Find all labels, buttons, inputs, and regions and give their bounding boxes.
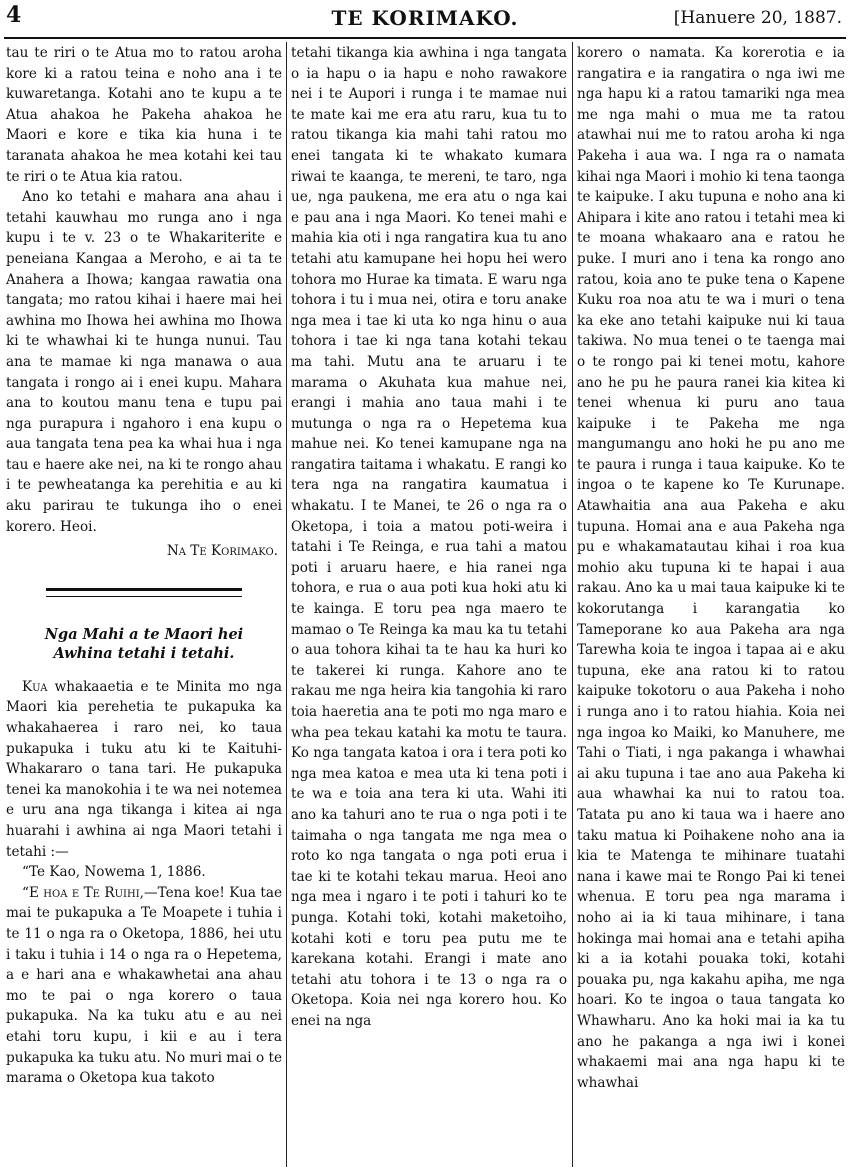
paragraph: korero o namata. Ka korerotia e ia rangatira e ia rangatira o nga iwi me nga hapu ki a ratou tamariki nga mea me nga mahi o mua me ta ratou atawhai nui me to ratou aroha ki nga Pakeha i aua wa. I nga ra o namata kihai nga Maori i mohio ki tena taonga te kaipuke. I aku tupuna e noho ana ki Ahipara i kite ano ratou i tetahi mea ki te moana whakaaro ana e ratou he puke. I muri ano i tena ka rongo ano ratou, koia ano te puke tena o Kapene Kuku roa noa atu te wa i muri o tena ka eke ano tetahi kaipuke nui ki taua takiwa. No mua tenei o te taenga mai o te rongo pai ki tenei motu, kahore ano he pu he paura ranei kia kitea ki tenei whenua ki puru ano taua kaipuke i te Pakeha me nga mangumangu ano hoki he pu ano me te paura i runga i taua kaipuke. Ko te ingoa o te kapene ko Te Kurunape. Atawhaitia ana aua Pakeha e aku tupuna. Homai ana e aua Pakeha nga pu e whakamatautau kihai i roa kua mohio aku tupuna ki te hapai i aua rakau. Ano ka u mai taua kaipuke ki te kokorutanga i karangatia ko Tameporane ko aua Pakeha ara nga Tarewha koia te ingoa i tapaa ai e aku tupuna, eke ana ratou ki to ratou kaipuke tokotoru o aua Pakeha i noho i runga ano i to ratou hiahia. Koia nei nga ingoa ko Maiki, ko Manuhere, me Tahi o Tiati, i nga pakanga i whawhai ai aku tupuna i tae ano aua Pakeha ki aua whawhai ka nui to ratou toa. Tatata pu ano ki taua wa i haere ano taku matua ki Poihakene noho ana ia kia te Matenga te mihinare tuatahi nana i kawe mai te Rongo Pai ki tenei whenua. E toru pea nga marama i noho ai ia ki taua mihinare, i tana hokinga mai homai ana e tetahi apiha ki a ia kotahi pouaka toki, kotahi pouaka pu, nga kakahu apiha, me nga hoari. Ko te ingoa o taua tangata ko Whawharu. Ano ka hoki mai ia ka tu ano he pakanga a nga iwi i konei whakaemi mai ana nga hapu ki te whawhai <box>577 45 845 1091</box>
heading-line: Awhina tetahi i tetahi. <box>53 644 235 662</box>
paragraph: Ano ko tetahi e mahara ana ahau i tetahi kauwhau mo runga ano i nga kupu i te v. 23 o te Whakariterite e peneiana Kangaa a Meroho, e ai ta te Anahera a Ihowa; kangaa rawatia ona tangata; mo ratou kihai i haere mai hei awhina mo Ihowa hei awhina mo Ihowa ki te whawhai ki te hunga nunui. Tau ana te mamae ki nga manawa o aua tangata i rongo ai i enei kupu. Mahara ana to koutou manu tena e tupu pai nga purapura i ngahoro i ena kupu o aua tangata tena pea ka whai hua i nga tau e haere ake nei, na ki te rongo ahau i te pewheatanga ka perehitia e au ki aku parirau te tukunga iho o enei korero. Heoi. <box>6 189 282 535</box>
newspaper-title: TE KORIMAKO. <box>331 6 519 30</box>
column-1 <box>6 43 282 1165</box>
paragraph: tau te riri o te Atua mo to ratou aroha kore ki a ratou teina e noho ana i te kuwaretanga. Kotahi ano te kupu a te Atua ahakoa he Pakeha ahakoa he Maori e kore e tika kia huna i te taranata ahakoa he mea kotahi kei tau te riri o te Atua kia ratou. <box>6 45 282 185</box>
header-rule <box>4 37 846 39</box>
paragraph <box>6 677 282 862</box>
column-divider <box>572 42 573 1167</box>
paragraph: tetahi tikanga kia awhina i nga tangata o ia hapu o ia hapu e noho rawakore nei i te Aupori i runga i te mamae nui te mate kai me era atu raru, kua tu to ratou tikanga kia mahi tahi ratou mo enei tangata ki te whakato kumara riwai te kaanga, te mereni, te taro, nga ue, nga paukena, me era atu o nga kai e pau ana i nga Maori. Ko tenei mahi e mahia kia oti i nga rangatira kua tu ano tetahi atu kamupane hei hopu hei wero tohora mo Hurae ka timata. E waru nga tohora i tu i mua nei, otira e toru anake nga mea i tae ki uta ko nga hinu o aua tohora i tae ki nga tana kotahi tekau ma tahi. Mutu ana te aruaru i te marama o Akuhata kua mahue nei, erangi i mahia ano taua mahi i te mutunga o nga ra o Hepetema kua mahue nei. Ko tenei kamupane nga na rangatira taitama i whakatu. E rangi ko tera nga na rangatira kaumatua i whakatu. I te Manei, te 26 o nga ra o Oketopa, i toia a matou poti-weira i tatahi i Te Reinga, e rua tahi a matou poti i aruaru haere, e hia ranei nga tohora, e rua o aua poti kua hoki atu ki te kainga. E toru pea nga maero te mamao o Te Reinga ka mau ka tu tetahi o aua tohora kihai ta te hau ka huri ko te takerei ki runga. Kahore ano te rakau me nga heira kia tangohia ki raro toia haeretia ana te poti mo nga maro e wha pea tekau katahi ka motu te taura. Ko nga tangata katoa i ora i tera poti ko nga mea katoa e mea uta ki tena poti i te wa e toia ana tera ki uta. Wahi iti ano ka tahuri ano te rua o nga poti i te taimaha o nga tangata me nga mea o roto ko nga tangata o nga poti erua i tae ki te kotahi tekau marua. Heoi ano nga mea i ngaro i te poti i tahuri ko te punga. Kotahi toki, kotahi maketoiho, kotahi koti e toru pea putu me te karekana kotahi. Erangi i mate ano tetahi atu tohora i te 13 o nga ra o Oketopa. Koia nei nga korero hou. Ko enei na nga <box>291 45 567 1029</box>
lead-word: Kua <box>22 678 48 695</box>
article-signature: Na Te Korimako. <box>166 543 278 560</box>
column-2 <box>291 43 567 1165</box>
paragraph <box>6 883 282 1089</box>
page-number: 4 <box>6 2 22 28</box>
column-3 <box>577 43 845 1165</box>
column-divider <box>286 42 287 1167</box>
article-heading <box>6 625 282 663</box>
page-header <box>0 0 850 40</box>
paragraph-text: —Tena koe! Kua tae mai te pukapuka a Te Moapete i tuhia i te 11 o nga ra o Oketopa, 1886, hei utu i taku i tuhia i 14 o nga ra o Hepetema, a e hari ana e whakawhetai ana ahau mo te pai o nga korero o taua pukapuka. Na ka tuku atu e au nei etahi toru kupu, i kii e au i tera pukapuka ka tuku atu. No muri mai o te marama o Oketopa kua takoto <box>6 884 282 1087</box>
paragraph-text: whakaaetia e te Minita mo nga Maori kia perehetia te pukapuka ka whakahaerea i raro nei, ko taua pukapuka i tuku atu ki te Kaituhi-Whakararo o tana tari. He pukapuka tenei ka manokohia i te wa nei notemea e uru ana nga tikanga i kitea ai nga huarahi i awhina ai nga Maori tetahi i tetahi :— <box>6 678 282 860</box>
letter-dateline: “Te Kao, Nowema 1, 1886. <box>22 864 206 881</box>
issue-date: [Hanuere 20, 1887. <box>673 8 842 28</box>
heading-line: Nga Mahi a te Maori hei <box>44 625 244 643</box>
article-separator <box>46 588 242 597</box>
salutation: “E hoa e Te Ruihi, <box>22 884 144 901</box>
